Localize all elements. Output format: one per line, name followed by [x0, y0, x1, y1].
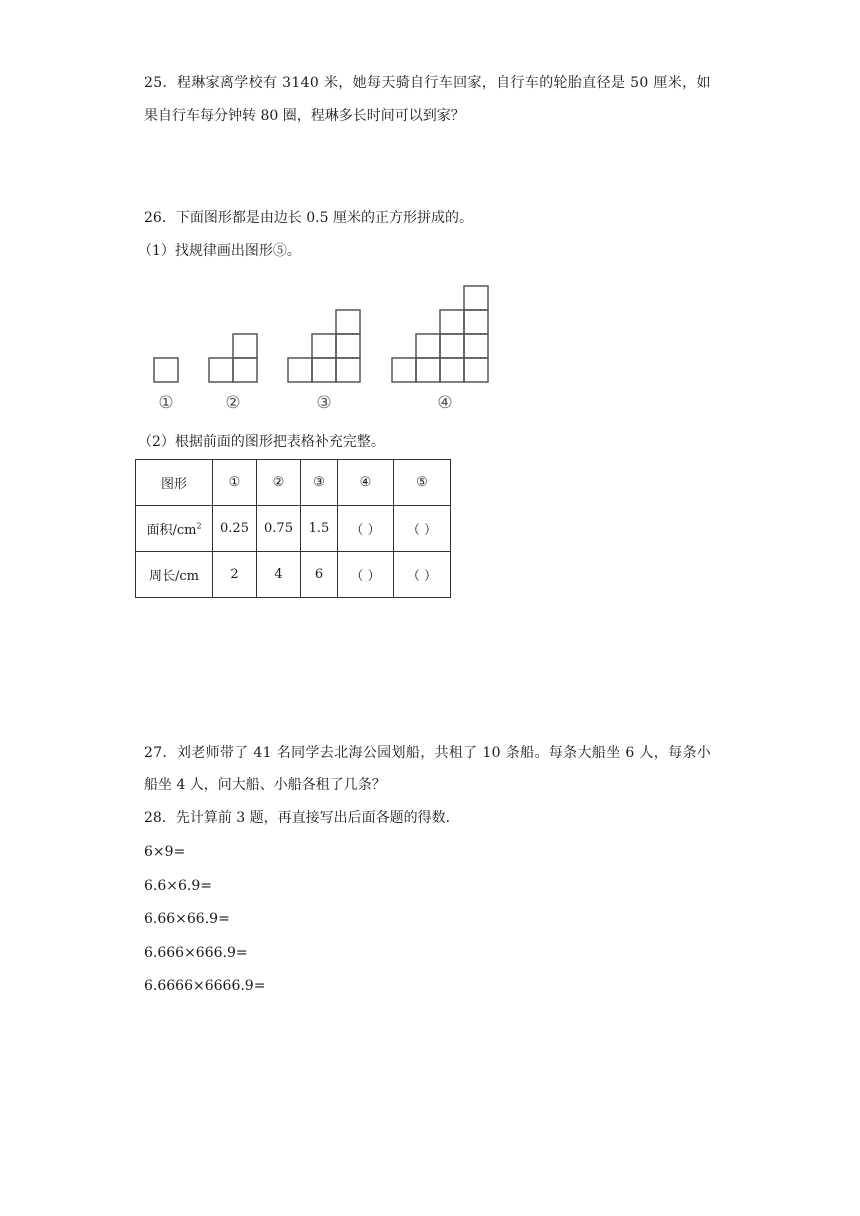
- q28-item-2: 6.6×6.9=: [144, 878, 212, 894]
- table-row-area: [136, 506, 451, 552]
- perimeter-fig2: 4: [257, 552, 301, 598]
- header-fig3: ③: [301, 460, 338, 506]
- perimeter-fig4-blank[interactable]: （ ）: [338, 552, 394, 598]
- table-row-perimeter: [136, 552, 451, 598]
- header-fig4: ④: [338, 460, 394, 506]
- q26-part2: （2）根据前面的图形把表格补充完整。: [138, 434, 385, 450]
- figure-3: [288, 310, 360, 382]
- q25-line1: 25．程琳家离学校有 3140 米，她每天骑自行车回家，自行车的轮胎直径是 50 厘米，如: [144, 75, 711, 91]
- q28-item-4: 6.666×666.9=: [144, 945, 248, 961]
- figure-4: [392, 286, 488, 382]
- perimeter-label: 周长/cm: [136, 552, 213, 598]
- header-shape: 图形: [136, 460, 213, 506]
- figure-1-label: ①: [158, 393, 174, 413]
- figure-4-label: ④: [437, 393, 453, 413]
- table-row-header: [136, 460, 451, 506]
- area-fig1: 0.25: [213, 506, 257, 552]
- q28-item-3: 6.66×66.9=: [144, 911, 230, 927]
- area-fig3: 1.5: [301, 506, 338, 552]
- header-fig2: ②: [257, 460, 301, 506]
- q26-title: 26．下面图形都是由边长 0.5 厘米的正方形拼成的。: [144, 210, 473, 226]
- perimeter-fig1: 2: [213, 552, 257, 598]
- header-fig5: ⑤: [394, 460, 451, 506]
- area-fig2: 0.75: [257, 506, 301, 552]
- area-fig5-blank[interactable]: （ ）: [394, 506, 451, 552]
- area-fig4-blank[interactable]: （ ）: [338, 506, 394, 552]
- staircase-figures: [150, 284, 500, 414]
- figure-1: [154, 358, 178, 382]
- header-fig1: ①: [213, 460, 257, 506]
- q26-table: [135, 459, 451, 598]
- perimeter-fig3: 6: [301, 552, 338, 598]
- q27-line2: 船坐 4 人，问大船、小船各租了几条？: [144, 777, 386, 793]
- q28-item-1: 6×9=: [144, 844, 186, 860]
- area-label: 面积$/cm^2$: [136, 506, 213, 552]
- figure-2: [209, 334, 257, 382]
- q25-line2: 果自行车每分钟转 80 圈，程琳多长时间可以到家？: [144, 108, 465, 124]
- perimeter-fig5-blank[interactable]: （ ）: [394, 552, 451, 598]
- q28-item-5: 6.6666×6666.9=: [144, 978, 266, 994]
- figure-3-label: ③: [316, 393, 332, 413]
- q26-part1: （1）找规律画出图形⑤。: [138, 243, 301, 259]
- q27-line1: 27．刘老师带了 41 名同学去北海公园划船，共租了 10 条船。每条大船坐 6 人，每条小: [144, 745, 712, 761]
- figure-2-label: ②: [225, 393, 241, 413]
- q28-title: 28．先计算前 3 题，再直接写出后面各题的得数．: [144, 810, 460, 826]
